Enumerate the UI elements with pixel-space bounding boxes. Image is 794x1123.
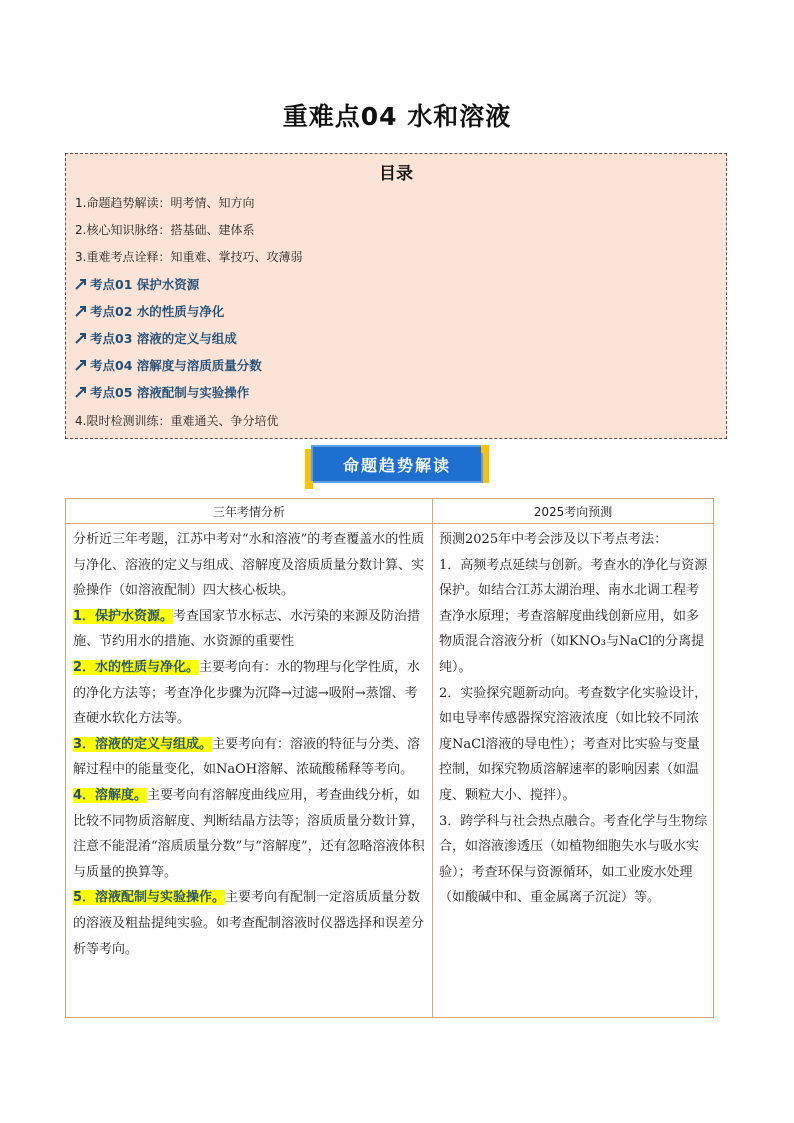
link-arrow-icon — [74, 358, 88, 372]
table-cell-left — [73, 527, 427, 962]
link-arrow-icon — [74, 277, 88, 291]
paragraph: 2．水的性质与净化。主要考向有：水的物理与化学性质，水的净化方法等；考查净化步骤为沉降→过滤→吸附→蒸馏、考查硬水软化方法等。 — [73, 659, 421, 727]
page-title: 重难点04 水和溶液 — [282, 102, 512, 131]
toc-heading: 目录 — [379, 164, 413, 184]
table-header-left: 三年考情分析 — [212, 505, 285, 519]
highlight-heading: 4．溶解度。 — [73, 787, 148, 803]
paragraph: 预测2025年中考会涉及以下考点考法： — [439, 532, 668, 547]
toc-link-02[interactable]: 考点02 水的性质与净化 — [74, 302, 224, 320]
paragraph: 3．溶液的定义与组成。主要考向有：溶液的特征与分类、溶解过程中的能量变化，如NaOH溶解、浓硫酸稀释等考向。 — [73, 736, 421, 778]
paragraph: 2．实验探究题新动向。考查数字化实验设计，如电导率传感器探究溶液浓度（如比较不同浓度NaCl溶液的导电性）；考查对比实验与变量控制，如探究物质溶解速率的影响因素（如温度、颗粒大小、搅拌）。 — [439, 685, 708, 803]
table-cell-right — [439, 527, 709, 911]
analysis-table — [65, 498, 714, 1018]
link-arrow-icon — [74, 304, 88, 318]
toc-link-05[interactable]: 考点05 溶液配制与实验操作 — [74, 383, 249, 401]
paragraph: 3．跨学科与社会热点融合。考查化学与生物综合，如溶液渗透压（如植物细胞失水与吸水实验）；考查环保与资源循环，如工业废水处理（如酸碱中和、重金属离子沉淀）等。 — [439, 813, 708, 906]
toc-item: 2.核心知识脉络：搭基础、建体系 — [75, 223, 255, 237]
highlight-heading: 1．保护水资源。 — [73, 608, 174, 624]
toc-link-03[interactable]: 考点03 溶液的定义与组成 — [74, 329, 237, 347]
link-arrow-icon — [74, 331, 88, 345]
link-arrow-icon — [74, 385, 88, 399]
toc-link-01[interactable]: 考点01 保护水资源 — [74, 275, 199, 293]
highlight-heading: 3．溶液的定义与组成。 — [73, 736, 213, 752]
column-divider — [432, 499, 433, 1017]
highlight-heading: 5．溶液配制与实验操作。 — [73, 890, 226, 906]
paragraph: 5．溶液配制与实验操作。主要考向有配制一定溶质质量分数的溶液及粗盐提纯实验。如考查配制溶液时仪器选择和误差分析等考向。 — [73, 890, 425, 957]
paragraph: 分析近三年考题，江苏中考对“水和溶液”的考查覆盖水的性质与净化、溶液的定义与组成、溶解度及溶质质量分数计算、实验操作（如溶液配制）四大核心板块。 — [73, 532, 425, 599]
toc-item: 1.命题趋势解读：明考情、知方向 — [75, 196, 255, 210]
section-banner-label: 命题趋势解读 — [311, 445, 483, 483]
highlight-heading: 2．水的性质与净化。 — [73, 659, 200, 675]
paragraph: 4．溶解度。主要考向有溶解度曲线应用，考查曲线分析，如比较不同物质溶解度、判断结晶方法等；溶质质量分数计算，注意不能混淆“溶质质量分数”与“溶解度”，还有忽略溶液体积与质量的换算等。 — [73, 787, 425, 880]
toc-link-04[interactable]: 考点04 溶解度与溶质质量分数 — [74, 356, 262, 374]
paragraph: 1．保护水资源。考查国家节水标志、水污染的来源及防治措施、节约用水的措施、水资源的重要性 — [73, 608, 421, 650]
section-banner — [305, 445, 489, 489]
paragraph: 1．高频考点延续与创新。考查水的净化与资源保护。如结合江苏太湖治理、南水北调工程考查净水原理；考查溶解度曲线创新应用，如多物质混合溶液分析（如KNO₃与NaCl的分离提纯）。 — [439, 557, 708, 675]
toc-item: 4.限时检测训练：重难通关、争分培优 — [75, 414, 279, 428]
toc-item: 3.重难考点诠释：知重难、掌技巧、攻薄弱 — [75, 250, 303, 264]
table-header-right: 2025考向预测 — [533, 505, 613, 519]
table-header-row — [66, 499, 713, 524]
table-of-contents — [65, 153, 727, 439]
